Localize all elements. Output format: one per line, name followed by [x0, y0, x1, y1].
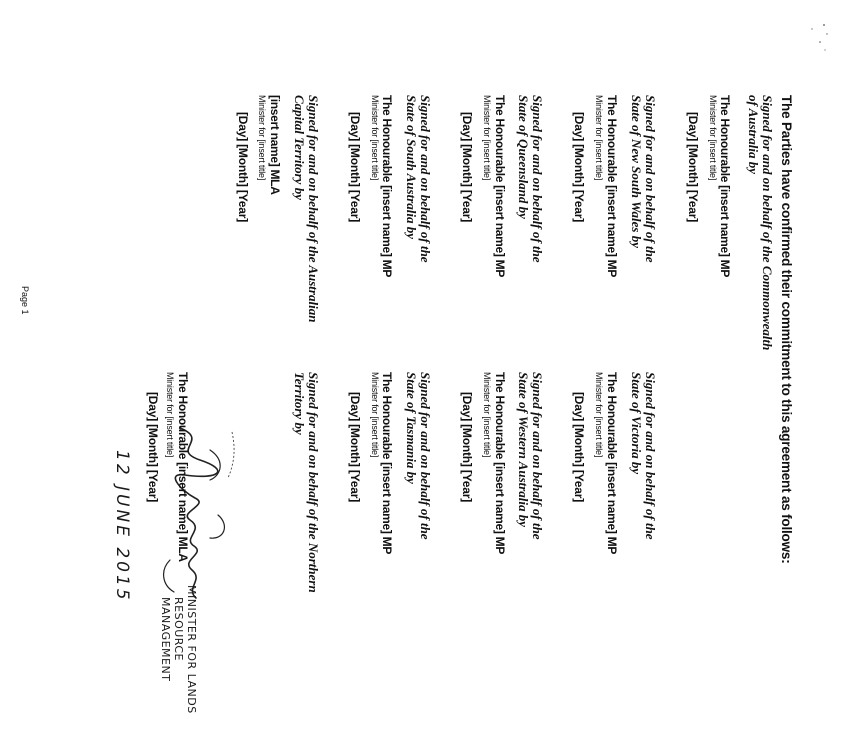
minister-south-australia: Minister for [insert title] — [370, 95, 380, 181]
handwritten-line: RESOURCE MANAGEMENT — [159, 597, 185, 682]
handwritten-date: 12 JUNE 2015 — [112, 450, 132, 603]
signed-northern-territory — [292, 372, 320, 593]
minister-tasmania: Minister for [insert title] — [370, 372, 380, 458]
date-victoria: [Day] [Month] [Year] — [572, 392, 586, 503]
signed-line: of Australia by — [746, 95, 761, 174]
signed-act — [292, 95, 320, 322]
signed-line: Signed for and on behalf of the — [418, 372, 433, 540]
signed-line: Signed for and on behalf of the Australian — [306, 95, 321, 323]
signed-line: State of Queensland by — [516, 95, 531, 219]
signed-line: State of Tasmania by — [404, 372, 419, 484]
minister-queensland: Minister for [insert title] — [482, 95, 492, 181]
date-south-australia: [Day] [Month] [Year] — [348, 112, 362, 223]
minister-northern-territory: Minister for [insert title] — [165, 372, 175, 458]
signed-line: Signed for and on behalf of the — [530, 372, 545, 540]
honourable-act: [insert name] MLA — [268, 95, 282, 195]
honourable-queensland: The Honourable [insert name] MP — [493, 95, 507, 278]
signed-victoria — [629, 372, 657, 540]
honourable-commonwealth: The Honourable [insert name] MP — [718, 95, 732, 278]
signed-commonwealth — [746, 95, 774, 350]
signed-line: State of South Australia by — [404, 95, 419, 239]
date-queensland: [Day] [Month] [Year] — [460, 112, 474, 223]
honourable-south-australia: The Honourable [insert name] MP — [380, 95, 394, 278]
signed-line: Signed for and on behalf of the — [418, 95, 433, 263]
page-number: Page 1 — [20, 286, 30, 315]
date-tasmania: [Day] [Month] [Year] — [348, 392, 362, 503]
signed-line: Signed for and on behalf of the Commonwealth — [760, 95, 775, 351]
signed-line: Signed for and on behalf of the Northern — [306, 372, 321, 593]
honourable-victoria: The Honourable [insert name] MP — [605, 372, 619, 555]
date-commonwealth: [Day] [Month] [Year] — [686, 112, 700, 223]
signed-line: Signed for and on behalf of the — [643, 95, 658, 263]
signed-line: State of New South Wales by — [629, 95, 644, 249]
date-western-australia: [Day] [Month] [Year] — [460, 392, 474, 503]
minister-act: Minister for [insert title] — [257, 95, 267, 181]
honourable-western-australia: The Honourable [insert name] MP — [493, 372, 507, 555]
signed-line: Capital Territory by — [292, 95, 307, 200]
minister-victoria: Minister for [insert title] — [594, 372, 604, 458]
signed-nsw — [629, 95, 657, 263]
handwritten-title — [159, 585, 198, 735]
signed-line: State of Victoria by — [629, 372, 644, 475]
signed-western-australia — [516, 372, 544, 540]
handwritten-line: MINISTER FOR LANDS — [185, 585, 198, 714]
minister-nsw: Minister for [insert title] — [594, 95, 604, 181]
honourable-northern-territory: The Honourable [insert name] MLA — [176, 372, 190, 562]
signed-line: Territory by — [292, 372, 307, 435]
signed-line: Signed for and on behalf of the — [530, 95, 545, 263]
signed-queensland — [516, 95, 544, 263]
date-northern-territory: [Day] [Month] [Year] — [146, 392, 160, 503]
honourable-tasmania: The Honourable [insert name] MP — [380, 372, 394, 555]
scan-specks — [790, 20, 830, 70]
minister-commonwealth: Minister for [insert title] — [708, 95, 718, 181]
signed-line: State of Western Australia by — [516, 372, 531, 528]
honourable-nsw: The Honourable [insert name] MP — [605, 95, 619, 278]
date-nsw: [Day] [Month] [Year] — [572, 112, 586, 223]
intro-text: The Parties have confirmed their commitment to this agreement as follows: — [779, 95, 794, 564]
date-act: [Day] [Month] [Year] — [236, 112, 250, 223]
signed-line: Signed for and on behalf of the — [643, 372, 658, 540]
signed-south-australia — [404, 95, 432, 263]
signed-tasmania — [404, 372, 432, 540]
minister-western-australia: Minister for [insert title] — [482, 372, 492, 458]
